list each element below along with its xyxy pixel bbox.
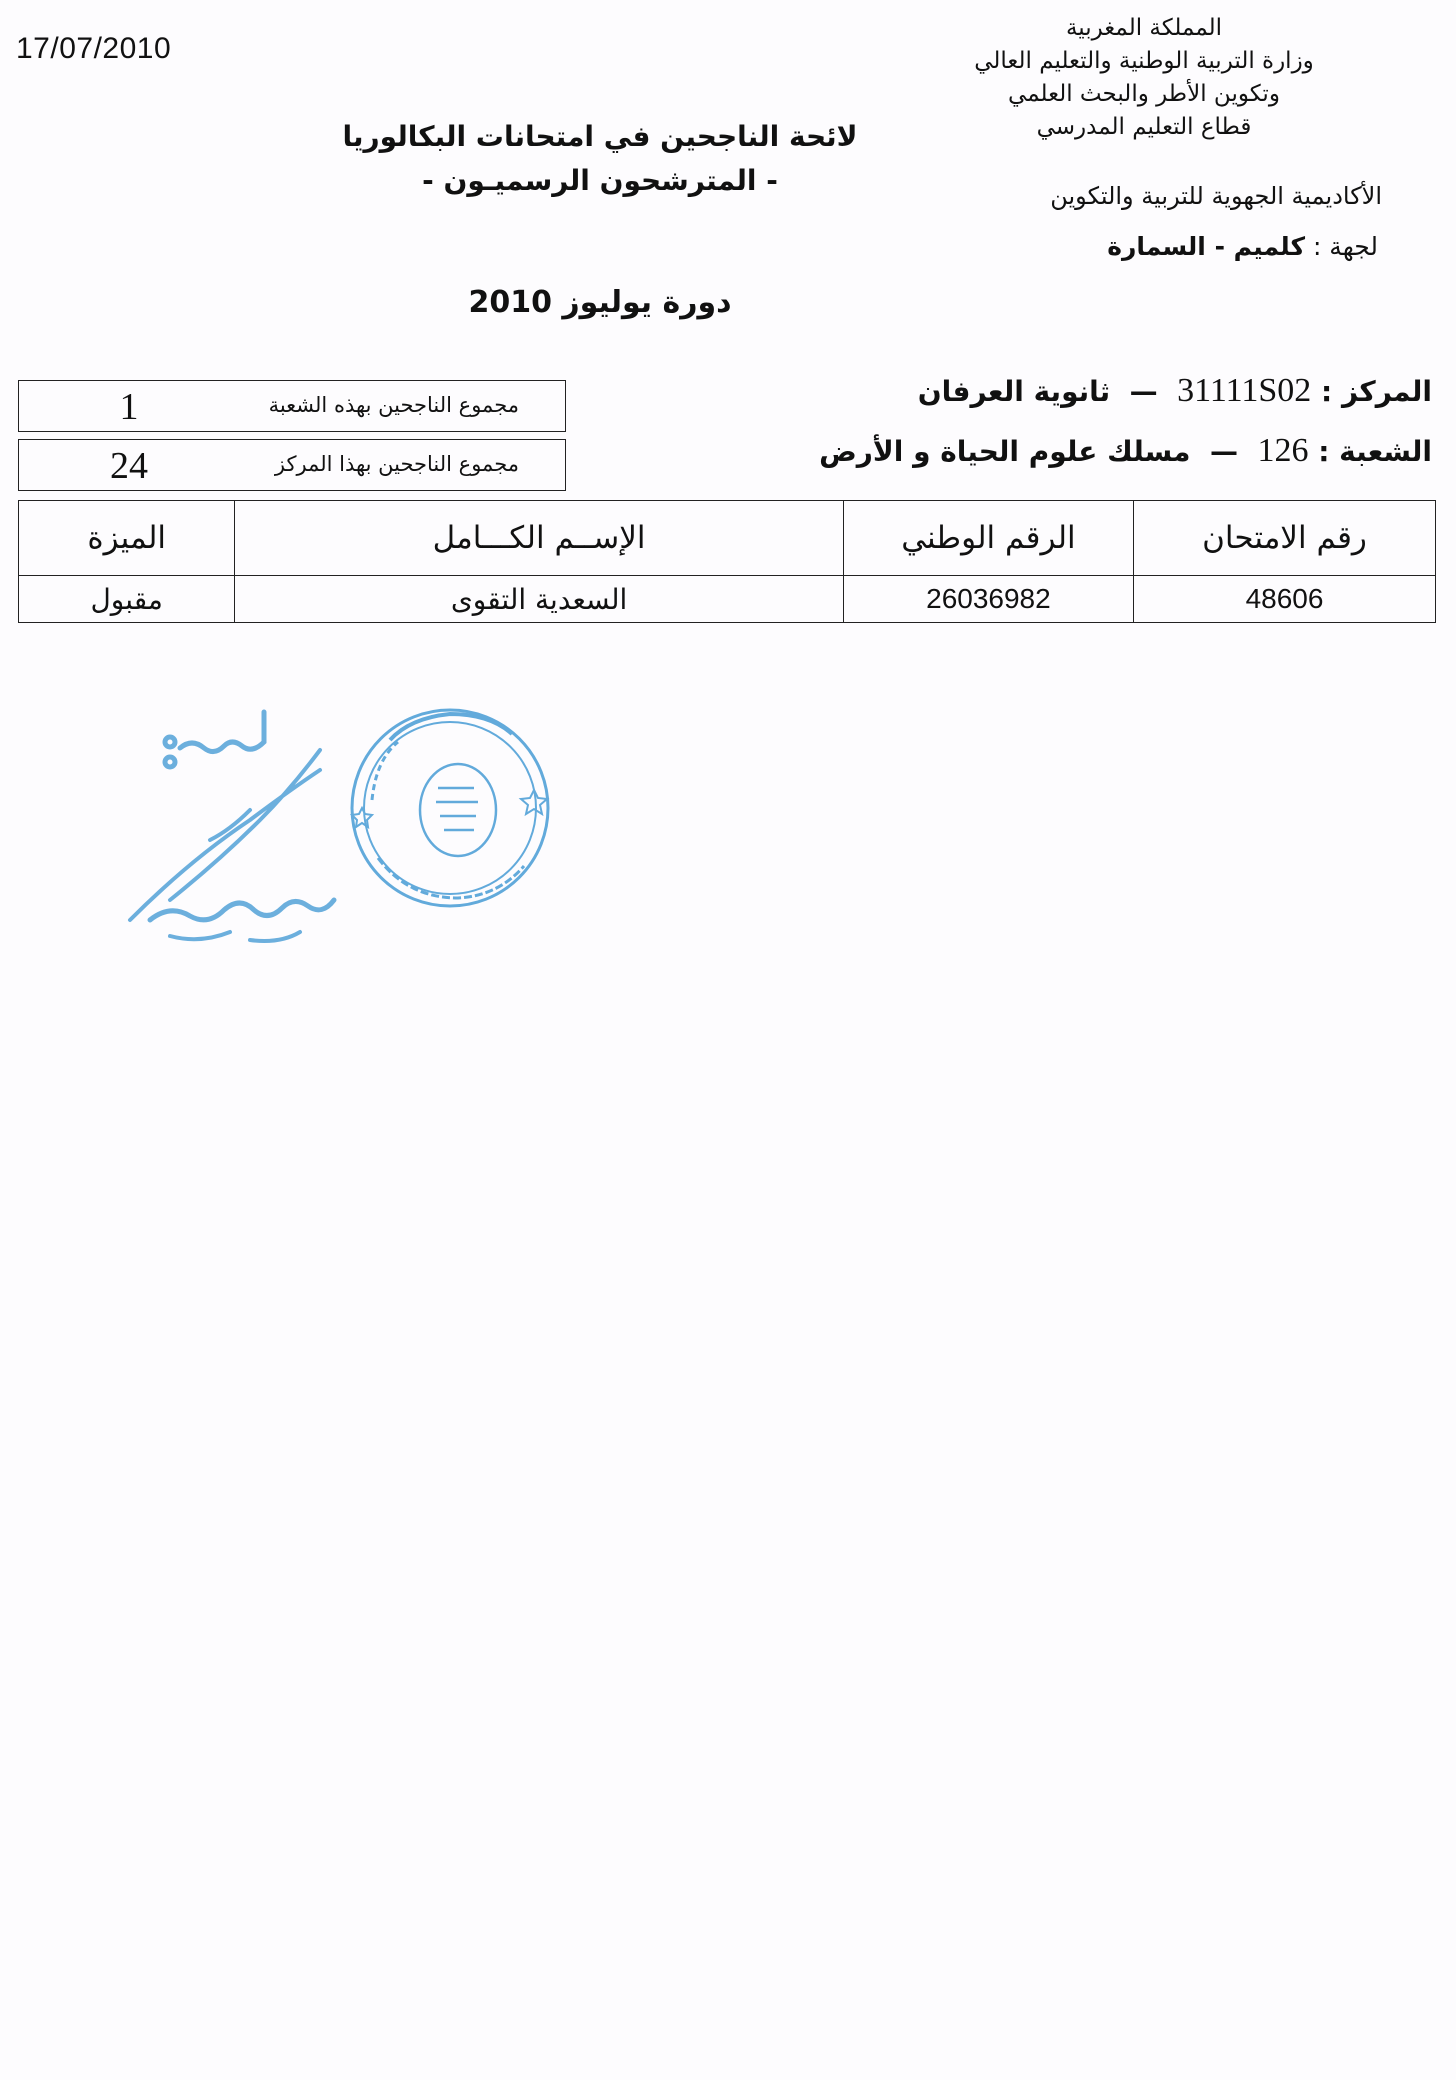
signatory-name-underline <box>170 932 300 941</box>
header-mention: الميزة <box>19 501 235 576</box>
seal-inner-ring <box>364 722 536 894</box>
print-date: 17/07/2010 <box>16 32 172 65</box>
branch-total-label: مجموع الناجحين بهذه الشعبة <box>268 393 519 417</box>
header-national-number: الرقم الوطني <box>843 501 1133 576</box>
region-label: لجهة : <box>1312 232 1378 261</box>
table-row <box>19 576 1436 623</box>
center-info <box>918 372 1432 410</box>
region-value: كلميم - السمارة <box>1107 232 1305 261</box>
branch-label: الشعبة : <box>1318 435 1432 468</box>
table-header-row <box>19 501 1436 576</box>
center-name: ثانوية العرفان <box>917 375 1111 408</box>
header-full-name: الإســم الكـــامل <box>235 501 844 576</box>
official-stamp <box>110 690 570 950</box>
signatory-name-script <box>150 900 334 920</box>
center-total-box <box>18 439 566 491</box>
branch-total-box <box>18 380 566 432</box>
cell-exam-number: 48606 <box>1134 576 1436 623</box>
region-line <box>1107 232 1378 261</box>
signature-scribble <box>130 750 320 920</box>
cell-full-name: السعدية التقوى <box>235 576 844 623</box>
center-label: المركز : <box>1321 375 1432 408</box>
branch-separator: — <box>1209 435 1238 468</box>
center-total-label: مجموع الناجحين بهذا المركز <box>274 452 519 476</box>
branch-name: مسلك علوم الحياة و الأرض <box>819 435 1191 468</box>
branch-total-count: 1 <box>119 386 139 428</box>
title-line-2: - المترشحون الرسميـون - <box>422 164 778 197</box>
seal-center-text <box>436 788 478 830</box>
kingdom-line: المملكة المغربية <box>1065 15 1223 41</box>
title-line-1: لائحة الناجحين في امتحانات البكالوريا <box>342 120 858 153</box>
director-title-script <box>180 712 264 752</box>
director-title-dot <box>165 737 175 747</box>
sector-line: قطاع التعليم المدرسي <box>1036 114 1252 140</box>
ministry-header <box>884 12 1404 144</box>
branch-info <box>819 432 1432 470</box>
results-table <box>18 500 1436 623</box>
center-total-count: 24 <box>110 445 148 487</box>
seal-outer-ring <box>352 710 548 906</box>
header-exam-number: رقم الامتحان <box>1134 501 1436 576</box>
branch-code: 126 <box>1257 432 1309 469</box>
director-title-colon <box>165 757 175 767</box>
document-title <box>320 115 880 203</box>
cell-national-number: 26036982 <box>843 576 1133 623</box>
center-separator: — <box>1129 375 1158 408</box>
session-title: دورة يوليوز 2010 <box>468 285 732 320</box>
ministry-line-2: وتكوين الأطر والبحث العلمي <box>1008 81 1280 107</box>
cell-mention: مقبول <box>19 576 235 623</box>
ministry-line: وزارة التربية الوطنية والتعليم العالي <box>974 48 1314 74</box>
center-code: 31111S02 <box>1177 372 1312 409</box>
seal-center-ring <box>420 764 496 856</box>
academy-line: الأكاديمية الجهوية للتربية والتكوين <box>1050 182 1382 210</box>
seal-star-left <box>352 808 372 827</box>
